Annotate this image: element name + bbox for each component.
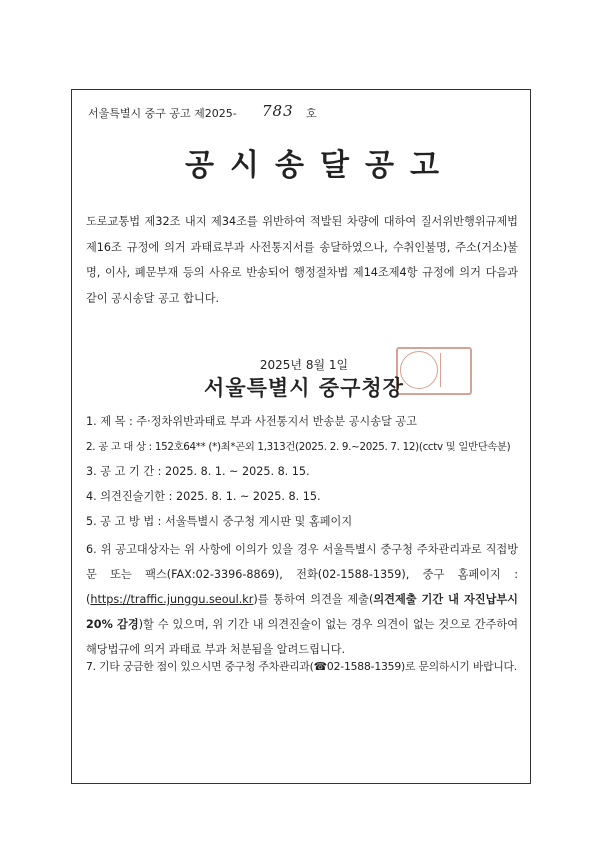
intro-paragraph: 도로교통법 제32조 내지 제34조를 위반하여 적발된 차량에 대하여 질서위반행위규제법 제16조 규정에 의거 과태료부과 사전통지서를 송달하였으나, 수취인불명, 주소(거소)불명, 이사, 폐문부재 등의 사유로 반송되어 행정절차법 제14조제4항 규정에 의거 다음과 같이 공시송달 공고 합니다. [86,215,518,305]
objection-text-b: )를 통하여 의견을 제출( [253,593,374,606]
homepage-link[interactable]: https://traffic.junggu.seoul.kr [90,593,254,606]
list-item-inquiry: 7. 기타 궁금한 점이 있으시면 중구청 주차관리과(☎02-1588-1359)로 문의하시기 바랍니다. [86,660,518,673]
list-item-objection [86,537,518,662]
list-item-period: 3. 공 고 기 간 : 2025. 8. 1. ~ 2025. 8. 15. [86,465,310,478]
doc-number-label: 서울특별시 중구 공고 제2025- [88,107,237,120]
announcement-date: 2025년 8월 1일 [259,358,349,372]
objection-text-c: )할 수 있으며, 위 기간 내 의견진술이 없는 경우 의견이 없는 것으로 간주하여 해당법규에 의거 과태료 부과 처분됨을 알려드립니다. [86,618,518,656]
document-border [71,89,531,784]
list-item-subject: 1. 제 목 : 주·정차위반과태료 부과 사전통지서 반송분 공시송달 공고 [86,415,417,428]
discount-note: 의견제출 기간 내 자진납부시 20% 감경 [86,593,518,631]
list-item-target: 2. 공 고 대 상 : 152호64** (*)최*곤외 1,313건(2025. 2. 9.~2025. 7. 12)(cctv 및 일반단속분) [86,441,511,453]
doc-number-handwritten: 783 [262,102,294,120]
document-number [88,102,317,121]
doc-number-suffix: 호 [306,107,317,120]
issuer-name: 서울특별시 중구청장 [204,376,404,400]
list-item-method: 5. 공 고 방 법 : 서울특별시 중구청 게시판 및 홈페이지 [86,515,353,528]
list-item-opinion-deadline: 4. 의견진술기한 : 2025. 8. 1. ~ 2025. 8. 15. [86,490,321,503]
page-title: 공시송달공고 [185,148,455,183]
objection-text-a: 6. 위 공고대상자는 위 사항에 이의가 있을 경우 서울특별시 중구청 주차관리과로 직접방문 또는 팩스(FAX:02-3396-8869), 전화(02-1588-1359), 중구 홈페이지 : ( [86,543,518,606]
